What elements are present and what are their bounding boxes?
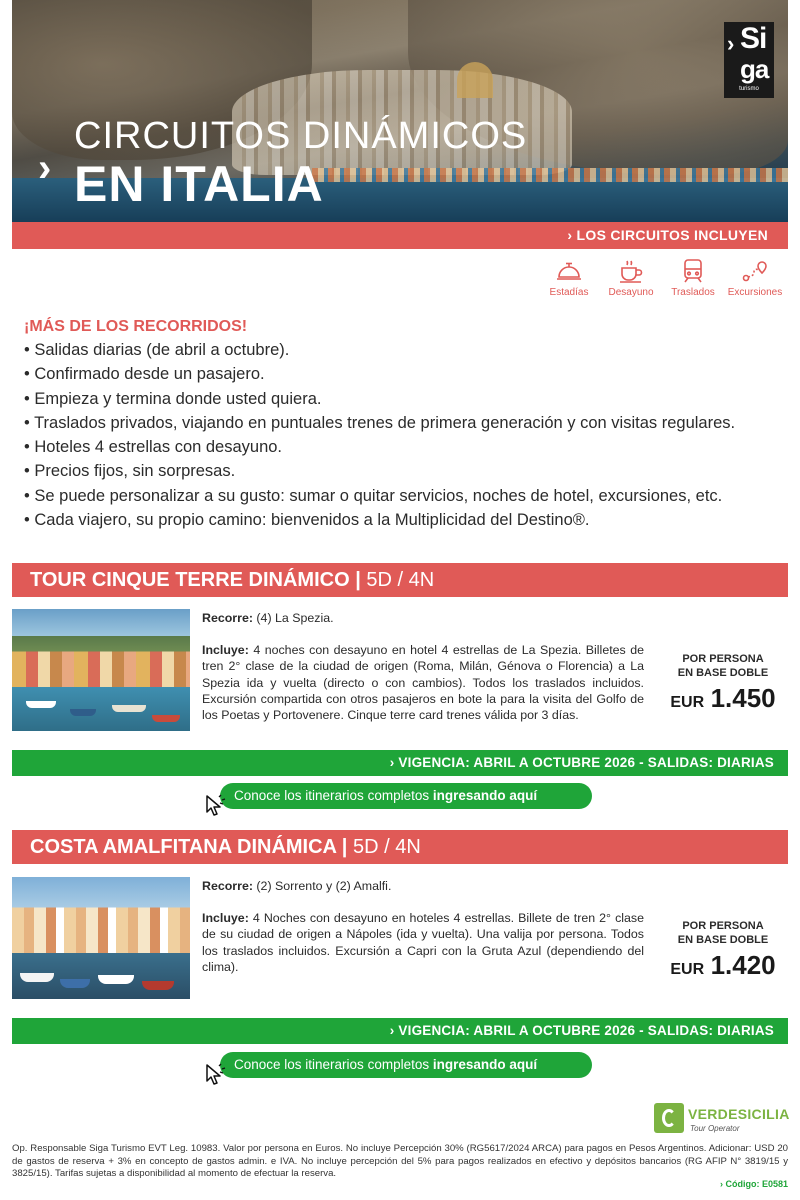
list-item: • Empieza y termina donde usted quiera. bbox=[24, 387, 794, 411]
logo-chevron-icon: › bbox=[727, 31, 735, 56]
costa-amalfitana-price bbox=[660, 920, 786, 981]
tour-title: COSTA AMALFITANA DINÁMICA bbox=[30, 836, 337, 858]
amenities-list bbox=[538, 258, 786, 302]
incluye-text: 4 Noches con desayuno en hoteles 4 estrellas. Billete de tren 2° clase de su ciudad de origen a Nápoles (ida y vuelta). Una valija por persona. Todos los traslados incluidos. Excursión a Capri con la Gruta Azul (dependiendo del clima). bbox=[202, 911, 644, 974]
title-line-1: CIRCUITOS DINÁMICOS bbox=[74, 115, 528, 157]
highlights-section bbox=[24, 318, 794, 532]
list-item: • Precios fijos, sin sorpresas. bbox=[24, 459, 794, 483]
cta-text: Conoce los itinerarios completos bbox=[234, 1057, 433, 1072]
price-currency: EUR bbox=[670, 694, 705, 711]
recorre-label: Recorre: bbox=[202, 879, 253, 893]
photo-boat bbox=[20, 973, 54, 982]
photo-boat bbox=[112, 705, 146, 712]
incluye-text: 4 noches con desayuno en hotel 4 estrellas de La Spezia. Billetes de tren 2° clase de la ciudad de origen (Roma, Milán, Génova o Florencia) a La Spezia ida y vuelta (directo o con cambios). Todos los traslados incluidos. Excursión compartida con otros pasajeros en bote la para la visita del Golfo de los Poetas y Portovenere. Cinque terre card trenes válida por 3 días. bbox=[202, 643, 645, 723]
recorre-label: Recorre: bbox=[202, 611, 253, 625]
product-code: › Código: E0581 bbox=[719, 1179, 788, 1189]
logo-subtext: turismo bbox=[739, 86, 759, 92]
price-currency: EUR bbox=[670, 961, 705, 978]
price-per-person: POR PERSONA bbox=[682, 653, 764, 665]
hero-banner bbox=[12, 0, 788, 222]
logo-text-top: Si bbox=[740, 22, 767, 55]
cursor-icon bbox=[205, 1063, 229, 1087]
incluye-label: Incluye: bbox=[202, 643, 249, 658]
cta-text: Conoce los itinerarios completos bbox=[234, 788, 433, 803]
includes-bar: › LOS CIRCUITOS INCLUYEN bbox=[12, 222, 788, 249]
amenity-desayuno bbox=[600, 258, 662, 302]
siga-logo[interactable] bbox=[724, 22, 774, 98]
cinque-terre-validity: › VIGENCIA: ABRIL A OCTUBRE 2026 - SALIDAS: DIARIAS bbox=[12, 750, 788, 776]
cinque-terre-photo bbox=[12, 609, 190, 731]
recorre-text: (4) La Spezia. bbox=[256, 611, 334, 625]
tour-title: TOUR CINQUE TERRE DINÁMICO bbox=[30, 569, 350, 591]
photo-boat bbox=[142, 981, 174, 990]
amenity-label: Desayuno bbox=[608, 287, 654, 298]
price-double-basis: EN BASE DOBLE bbox=[677, 666, 769, 679]
coffee-cup-icon bbox=[617, 258, 645, 284]
cinque-terre-description bbox=[202, 610, 644, 739]
amenity-label: Estadías bbox=[549, 287, 589, 298]
photo-boat bbox=[70, 709, 96, 716]
photo-boat bbox=[152, 715, 180, 722]
photo-boat bbox=[98, 975, 134, 984]
photo-boat bbox=[26, 701, 56, 708]
list-item: • Salidas diarias (de abril a octubre). bbox=[24, 338, 794, 362]
amenity-label: Excursiones bbox=[727, 287, 783, 298]
logo-text-bottom: ga bbox=[740, 54, 769, 84]
amenity-label: Traslados bbox=[671, 287, 715, 298]
costa-amalfitana-validity: › VIGENCIA: ABRIL A OCTUBRE 2026 - SALIDAS: DIARIAS bbox=[12, 1018, 788, 1044]
costa-amalfitana-description bbox=[202, 878, 644, 991]
cinque-terre-itinerary-link[interactable] bbox=[220, 783, 592, 809]
cta-bold: ingresando aquí bbox=[432, 1057, 538, 1072]
tour-cinque-terre-header: TOUR CINQUE TERRE DINÁMICO | 5D / 4N bbox=[12, 563, 788, 597]
route-pin-icon bbox=[741, 258, 769, 284]
cursor-icon bbox=[205, 794, 229, 818]
price-double-basis: EN BASE DOBLE bbox=[677, 933, 769, 946]
price-value: 1.420 bbox=[710, 950, 776, 980]
amenity-traslados bbox=[662, 258, 724, 302]
tour-duration: 5D / 4N bbox=[352, 836, 421, 858]
photo-boat bbox=[60, 979, 90, 988]
tour-costa-amalfitana-header: COSTA AMALFITANA DINÁMICA | 5D / 4N bbox=[12, 830, 788, 864]
price-per-person: POR PERSONA bbox=[682, 920, 764, 932]
partner-name: VERDESICILIA bbox=[688, 1106, 790, 1122]
highlights-title: ¡MÁS DE LOS RECORRIDOS! bbox=[24, 318, 248, 335]
price-value: 1.450 bbox=[710, 683, 776, 713]
price-amount bbox=[660, 950, 786, 981]
photo-water bbox=[12, 687, 190, 731]
service-bell-icon bbox=[555, 258, 583, 284]
amenity-excursiones bbox=[724, 258, 786, 302]
tour-duration: 5D / 4N bbox=[366, 569, 435, 591]
cta-bold: ingresando aquí bbox=[432, 788, 538, 803]
list-item: • Cada viajero, su propio camino: bienvenidos a la Multiplicidad del Destino®. bbox=[24, 508, 794, 532]
highlights-list bbox=[24, 338, 794, 532]
incluye-label: Incluye: bbox=[202, 911, 249, 926]
costa-amalfitana-itinerary-link[interactable] bbox=[220, 1052, 592, 1078]
amenity-estadias bbox=[538, 258, 600, 302]
hero-church-dome bbox=[457, 62, 493, 98]
legal-text: Op. Responsable Siga Turismo EVT Leg. 10983. Valor por persona en Euros. No incluye Percepción 30% (RG5617/2024 ARCA) para pagos en Pesos Argentinos. Adicionar: USD 20 de gastos de reserva + 3% en concepto de gastos admin. e IVA. No incluye percepción del 5% para pagos realizados en efectivo y depósitos bancarios (RG AFIP N° 3819/15 y 3825/15). Tarifas sujetas a disponibilidad al momento de efectuar la reserva. bbox=[12, 1143, 788, 1180]
page-title bbox=[74, 114, 527, 210]
verdesicilia-mark-icon bbox=[654, 1103, 684, 1133]
costa-amalfitana-photo bbox=[12, 877, 190, 999]
verdesicilia-logo[interactable] bbox=[654, 1103, 788, 1137]
hero-chevron-icon: › bbox=[38, 146, 52, 190]
title-line-2: EN ITALIA bbox=[74, 156, 324, 212]
list-item: • Confirmado desde un pasajero. bbox=[24, 362, 794, 386]
price-amount bbox=[660, 683, 786, 714]
train-icon bbox=[679, 258, 707, 284]
partner-sub: Tour Operator bbox=[690, 1124, 740, 1133]
recorre-text: (2) Sorrento y (2) Amalfi. bbox=[256, 879, 392, 893]
list-item: • Traslados privados, viajando en puntuales trenes de primera generación y con visitas regulares. bbox=[24, 411, 794, 435]
list-item: • Se puede personalizar a su gusto: sumar o quitar servicios, noches de hotel, excursiones, etc. bbox=[24, 484, 794, 508]
list-item: • Hoteles 4 estrellas con desayuno. bbox=[24, 435, 794, 459]
cinque-terre-price bbox=[660, 653, 786, 714]
